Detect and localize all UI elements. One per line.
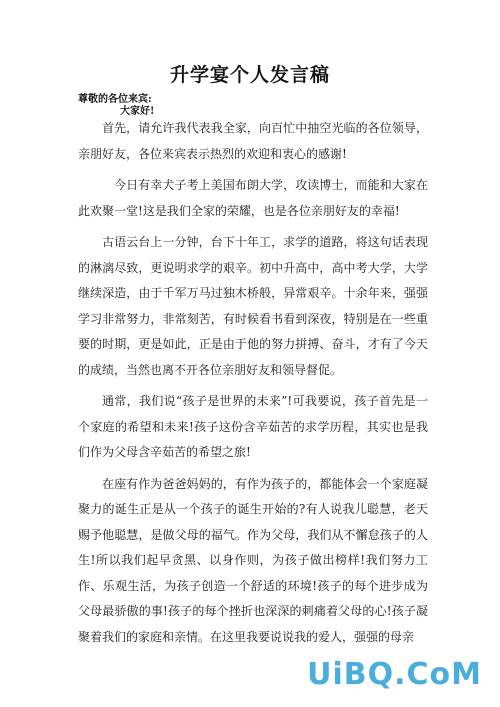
paragraph: 古语云台上一分钟，台下十年工，求学的道路，将这句话表现的淋漓尽致，更说明求学的艰辛。初中升高中，高中考大学，大学继续深造，由于千军万马过独木桥般，异常艰辛。十余年来，强强学习非常努力，非常刻苦，有时候看书看到深夜，特别是在一些重要的时期，更是如此，正是由于他的努力拼搏、奋斗，才有了今天的成绩，当然也离不开各位亲朋好友和领导督促。 — [78, 235, 428, 377]
paragraph: 在座有作为爸爸妈妈的，有作为孩子的，都能体会一个家庭凝聚力的诞生正是从一个孩子的诞生开始的?有人说我儿聪慧，老天赐予他聪慧，是做父母的福气。作为父母，我们从不懈怠孩子的人生!所以我们起早贪黑、以身作则，为孩子做出榜样!我们努力工作、乐观生活，为孩子创造一个舒适的环境!孩子的每个进步成为父母最骄傲的事!孩子的每个挫折也深深的刺痛着父母的心!孩子凝聚着我们的家庭和亲情。在这里我要说说我的爱人，强强的母亲 — [78, 476, 428, 644]
salutation: 尊敬的各位来宾: — [78, 94, 152, 105]
paragraph: 今日有幸犬子考上美国布朗大学，攻读博士，而能和大家在此欢聚一堂!这是我们全家的荣耀，也是各位亲朋好友的幸福! — [78, 178, 428, 218]
paragraph: 通常，我们说“孩子是世界的未来”!可我要说，孩子首先是一个家庭的希望和未来!孩子这份含辛茹苦的求学历程，其实也是我们作为父母含辛茹苦的希望之旅! — [78, 394, 428, 459]
site-watermark: UiBQ.CoM — [307, 657, 482, 692]
document-title: 升学宴个人发言稿 — [169, 64, 330, 86]
paragraph: 首先，请允许我代表我全家，向百忙中抽空光临的各位领导，亲朋好友，各位来宾表示热烈的欢迎和衷心的感谢! — [78, 121, 428, 161]
speech-body — [78, 116, 428, 650]
greeting: 大家好! — [120, 106, 155, 117]
